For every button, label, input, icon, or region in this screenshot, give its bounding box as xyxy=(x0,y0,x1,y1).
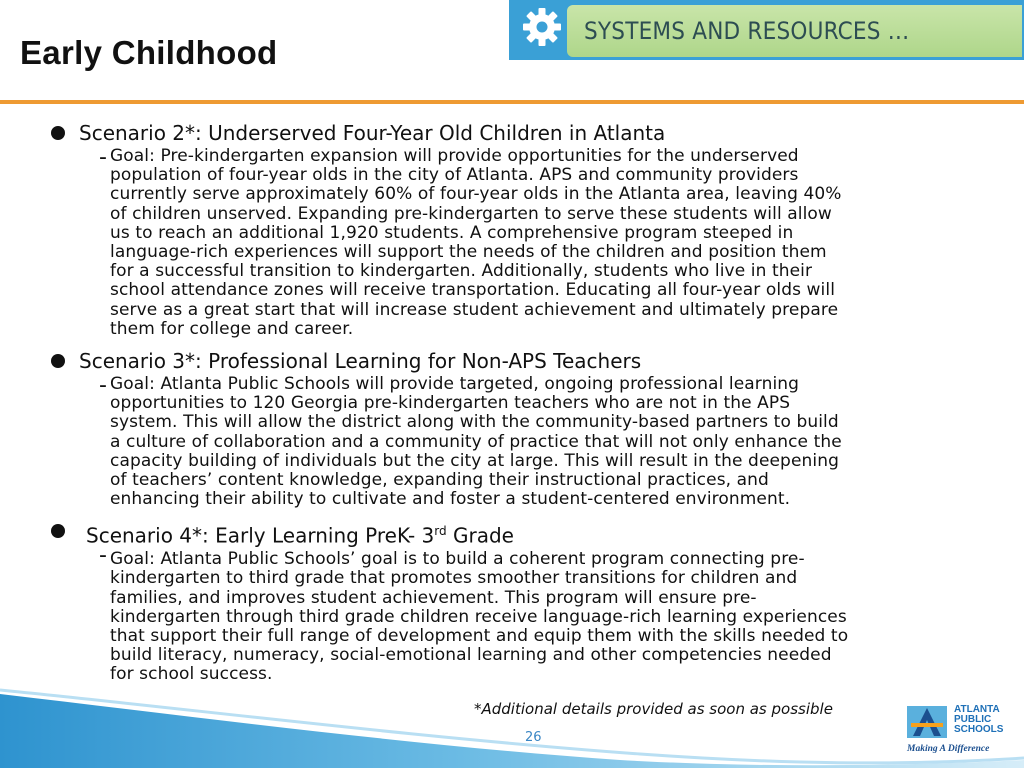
aps-logo-line3: SCHOOLS xyxy=(954,724,1004,735)
bullet-icon xyxy=(51,354,65,368)
aps-logo-line2: PUBLIC xyxy=(954,714,992,725)
scenario-goal: Goal: Atlanta Public Schools’ goal is to build a coherent program connecting pre- kindergarten to third grade that promotes smoother transitions for children and families, and improves student achievement. This program will ensure pre- kindergarten through third grade children receive language-rich learning experiences that support their full range of development and equip them with the skills needed to build literacy, numeracy, social-emotional learning and other competencies needed for school success. xyxy=(110,549,849,685)
aps-logo-text xyxy=(954,705,1018,735)
dash-icon: - xyxy=(99,543,107,569)
footnote: *Additional details provided as soon as possible xyxy=(474,700,833,718)
scenario-heading: Scenario 3*: Professional Learning for Non-APS Teachers xyxy=(79,349,642,374)
page-title: Early Childhood xyxy=(20,34,278,71)
banner-label: SYSTEMS AND RESOURCES … xyxy=(567,5,1022,57)
scenario-goal: Goal: Pre-kindergarten expansion will provide opportunities for the underserved population of four-year olds in the city of Atlanta. APS and community providers currently serve approximately 60% of four-year olds in the Atlanta area, leaving 40% of children unserved. Expanding pre-kindergarten to serve these students will allow us to reach an additional 1,920 students. A comprehensive program steeped in language-rich experiences will support the needs of the children and position them for a successful transition to kindergarten. Additionally, students who live in their school attendance zones will receive transportation. Educating all four-year olds will serve as a great start that will increase student achievement and ultimately prepare them for college and career. xyxy=(110,146,842,339)
header-divider xyxy=(0,100,1024,104)
scenario-heading xyxy=(86,518,1024,550)
scenario-heading-suffix: Grade xyxy=(446,524,514,549)
scenario-item xyxy=(0,120,1024,339)
aps-logo-motto: Making A Difference xyxy=(907,744,990,754)
scenario-heading-prefix: Scenario 4*: Early Learning PreK- 3 xyxy=(86,524,435,549)
bullet-icon xyxy=(51,524,65,538)
dash-icon: - xyxy=(99,373,107,399)
aps-logo xyxy=(905,698,1017,762)
footer-wave xyxy=(0,680,1024,768)
dash-icon: - xyxy=(99,145,107,170)
scenario-heading: Scenario 2*: Underserved Four-Year Old Children in Atlanta xyxy=(79,121,666,145)
aps-logo-mark-icon xyxy=(907,706,947,738)
scenario-goal: Goal: Atlanta Public Schools will provide targeted, ongoing professional learning opportunities to 120 Georgia pre-kindergarten teachers who are not in the APS system. This will allow the district along with the community-based partners to build a culture of collaboration and a community of practice that will not only enhance the capacity building of individuals but the city at large. This will result in the deepening of teachers’ content knowledge, expanding their instructional practices, and enhancing their ability to cultivate and foster a student-centered environment. xyxy=(110,374,842,510)
scenario-heading-sup: rd xyxy=(434,524,447,539)
scenario-item xyxy=(0,348,1024,509)
page-number: 26 xyxy=(525,730,542,745)
gear-icon xyxy=(517,2,567,52)
scenario-item xyxy=(0,518,1024,684)
bullet-icon xyxy=(51,126,65,140)
aps-logo-line1: ATLANTA xyxy=(954,704,1000,715)
section-banner xyxy=(509,0,1024,60)
scenario-list xyxy=(0,120,1024,685)
